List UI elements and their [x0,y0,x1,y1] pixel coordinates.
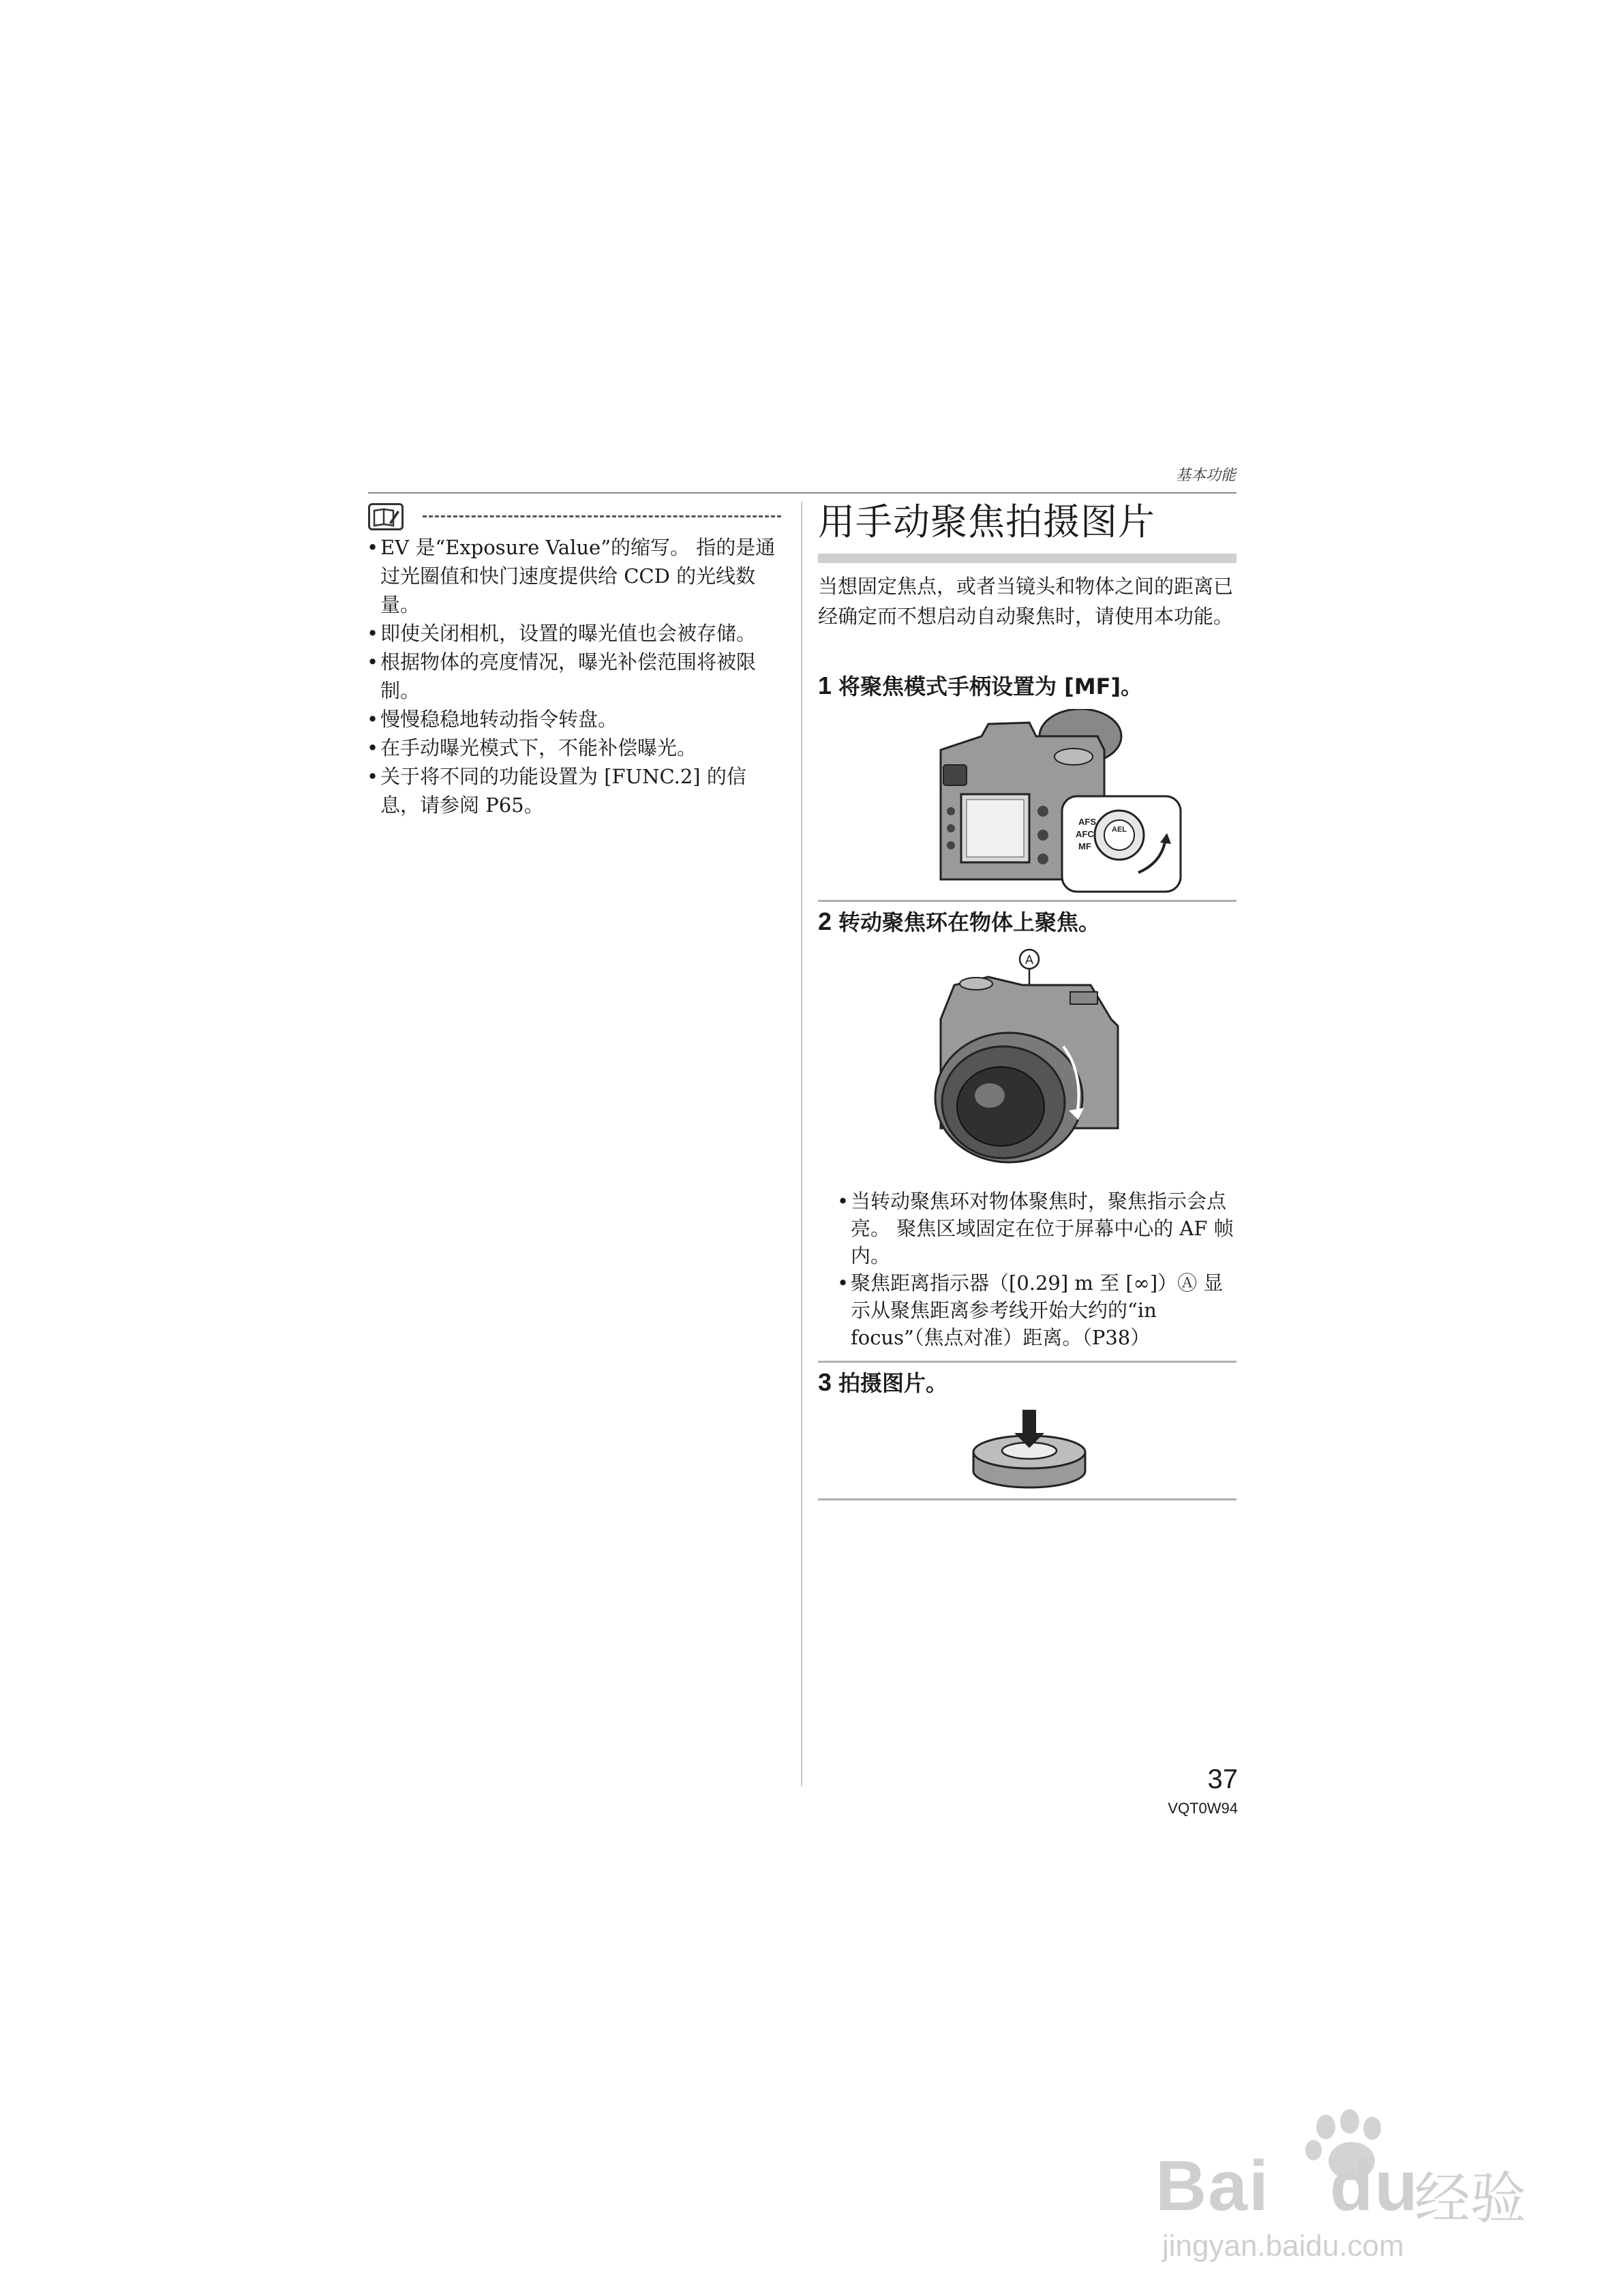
intro-text: 当想固定焦点，或者当镜头和物体之间的距离已经确定而不想启动自动聚焦时，请使用本功能。 [818,575,1234,628]
step2-notes [837,1188,1239,1351]
marker-a-label: A [1025,953,1034,967]
step-divider [818,1361,1237,1363]
shutter-button-illustration [968,1403,1091,1492]
watermark-brand: Bai [1155,2147,1270,2226]
dial-label-afs: AFS [1078,817,1096,827]
baidu-watermark [1155,2106,1564,2263]
dial-label-mf: MF [1078,841,1091,851]
page-title: 用手动聚焦拍摄图片 [818,500,1155,543]
step-3 [818,1368,1237,1398]
column-divider [801,502,802,1786]
page-number: 37 [1207,1764,1238,1794]
header-rule [368,492,1237,494]
camera-front-illustration [913,944,1145,1176]
step-text: 拍摄图片。 [838,1370,948,1396]
note-item: • 根据物体的亮度情况，曝光补偿范围将被限制。 [367,648,783,705]
note-book-icon [368,503,404,530]
step-number: 1 [818,671,832,699]
note-item: • EV 是“Exposure Value”的缩写。 指的是通过光圈值和快门速度提供给 CCD 的光线数量。 [367,533,783,619]
note-item: • 关于将不同的功能设置为 [FUNC.2] 的信息，请参阅 P65。 [367,762,783,819]
note-item: • 即使关闭相机，设置的曝光值也会被存储。 [367,619,783,648]
step2-note-item: • 聚焦距离指示器（[0.29] m 至 [∞]）Ⓐ 显示从聚焦距离参考线开始大约的“in focus”（焦点对准）距离。（P38） [837,1269,1239,1351]
dial-label-ael: AEL [1112,826,1127,834]
section-label: 基本功能 [1175,467,1236,484]
watermark-cn: 经验 [1414,2166,1527,2231]
notes-list [367,533,783,819]
dial-label-afc: AFC [1076,829,1094,839]
step-text: 将聚焦模式手柄设置为 [MF]。 [838,674,1143,699]
step-divider [818,1498,1237,1500]
watermark-url: jingyan.baidu.com [1162,2229,1404,2263]
step-number: 2 [818,907,832,935]
title-underline [818,554,1237,563]
step-1 [818,671,1237,701]
step2-note-item: • 当转动聚焦环对物体聚焦时，聚焦指示会点亮。 聚焦区域固定在位于屏幕中心的 AF 帧内。 [837,1188,1239,1269]
step-2 [818,907,1237,937]
document-code: VQT0W94 [1168,1800,1238,1817]
note-item: • 在手动曝光模式下，不能补偿曝光。 [367,734,783,762]
step-divider [818,900,1237,902]
step-number: 3 [818,1368,832,1396]
camera-back-illustration [934,709,1182,893]
note-dashed-rule [423,515,781,517]
step-text: 转动聚焦环在物体上聚焦。 [838,909,1101,935]
note-item: • 慢慢稳稳地转动指令转盘。 [367,705,783,734]
watermark-brand2: du [1329,2147,1419,2226]
